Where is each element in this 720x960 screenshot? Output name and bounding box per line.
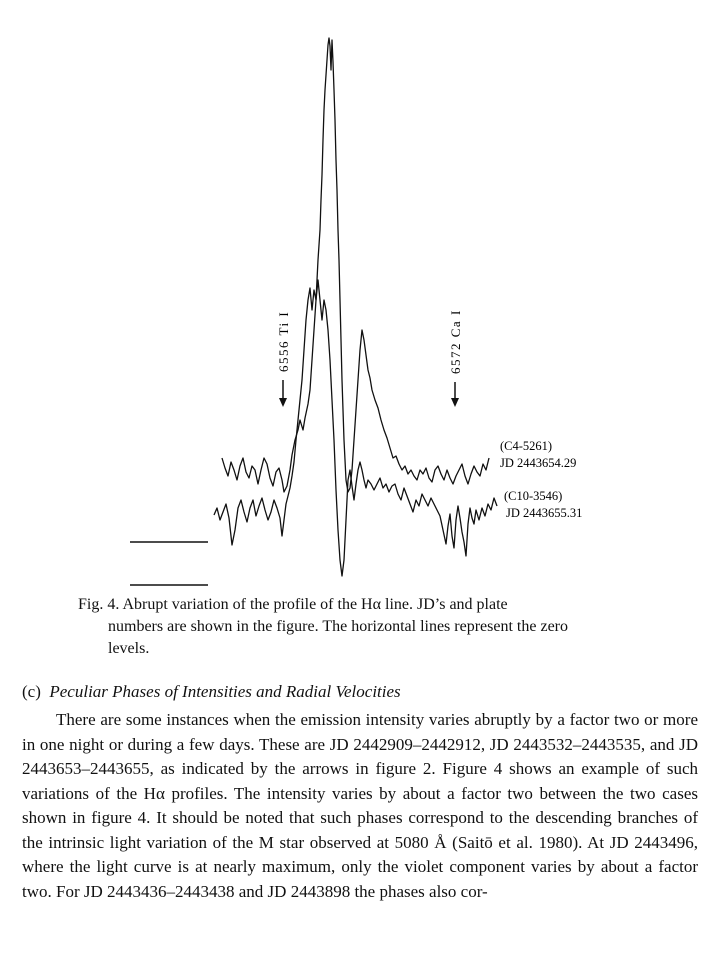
arrowhead-ca-i-icon (451, 398, 459, 407)
caption-line-3: levels. (108, 640, 150, 657)
caption-line-2: numbers are shown in the figure. The horizontal lines represent the zero (108, 618, 568, 635)
spectrum-trace-jd2443654 (222, 38, 489, 492)
section-number: (c) (22, 682, 41, 701)
arrowhead-ti-i-icon (279, 398, 287, 407)
jd-label-upper: JD 2443654.29 (500, 456, 577, 470)
paragraph-text: There are some instances when the emission intensity varies abruptly by a factor two or more in one night or during a few days. These are JD 2442909–2442912, JD 2443532–2443535, and JD 2443653–2443655, as indicated by the arrows in figure 2. Figure 4 shows an example of such variations of the Hα profiles. The intensity varies by about a factor two between the two cases shown in figure 4. It should be noted that such phases correspond to the descending branches of the intrinsic light variation of the M star observed at 5080 Å (Saitō et al. 1980). At JD 2443496, where the light curve is at nearly maximum, only the violet component varies by about a factor two. For JD 2443436–2443438 and JD 2443898 the phases also cor- (22, 710, 698, 901)
plate-label-lower: (C10-3546) (504, 489, 563, 503)
figure-caption (78, 594, 668, 660)
body-paragraph (22, 708, 698, 904)
plate-label-upper: (C4-5261) (500, 439, 553, 453)
section-heading (22, 682, 401, 702)
marker-label-ca-i: 6572 Ca I (448, 309, 463, 374)
jd-label-lower: JD 2443655.31 (506, 506, 583, 520)
caption-line-1: Fig. 4. Abrupt variation of the profile of the Hα line. JD’s and plate (78, 596, 508, 613)
marker-label-ti-i: 6556 Ti I (276, 310, 291, 372)
section-title: Peculiar Phases of Intensities and Radial Velocities (49, 682, 401, 701)
